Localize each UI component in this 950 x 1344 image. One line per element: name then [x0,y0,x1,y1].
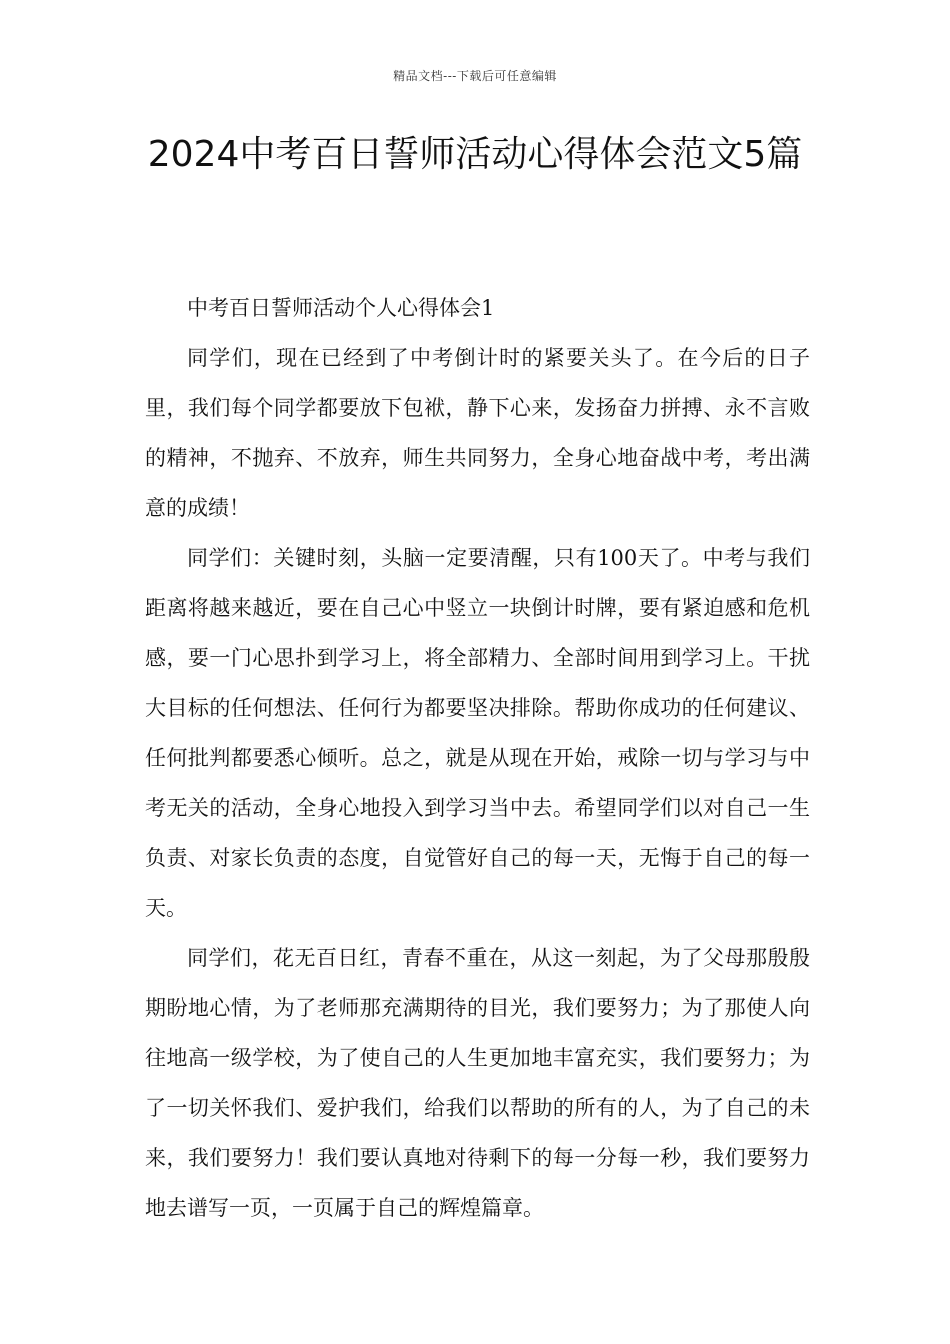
paragraph-2: 同学们：关键时刻，头脑一定要清醒，只有100天了。中考与我们距离将越来越近，要在自己心中竖立一块倒计时牌，要有紧迫感和危机感，要一门心思扑到学习上，将全部精力、全部时间用到学习上。干扰大目标的任何想法、任何行为都要坚决排除。帮助你成功的任何建议、任何批判都要悉心倾听。总之，就是从现在开始，戒除一切与学习与中考无关的活动，全身心地投入到学习当中去。希望同学们以对自己一生负责、对家长负责的态度，自觉管好自己的每一天，无悔于自己的每一天。 [145,546,810,920]
document-body [145,283,810,1233]
paragraph-1: 同学们，现在已经到了中考倒计时的紧要关头了。在今后的日子里，我们每个同学都要放下包袱，静下心来，发扬奋力拼搏、永不言败的精神，不抛弃、不放弃，师生共同努力，全身心地奋战中考，考出满意的成绩！ [145,346,810,520]
header-note: 精品文档---下载后可任意编辑 [393,69,557,83]
section-heading: 中考百日誓师活动个人心得体会1 [187,296,495,320]
paragraph-3: 同学们，花无百日红，青春不重在，从这一刻起，为了父母那殷殷期盼地心情，为了老师那充满期待的目光，我们要努力；为了那使人向往地高一级学校，为了使自己的人生更加地丰富充实，我们要努力；为了一切关怀我们、爱护我们，给我们以帮助的所有的人，为了自己的未来，我们要努力！我们要认真地对待剩下的每一分每一秒，我们要努力地去谱写一页，一页属于自己的辉煌篇章。 [145,946,810,1220]
document-title: 2024中考百日誓师活动心得体会范文5篇 [147,134,803,175]
